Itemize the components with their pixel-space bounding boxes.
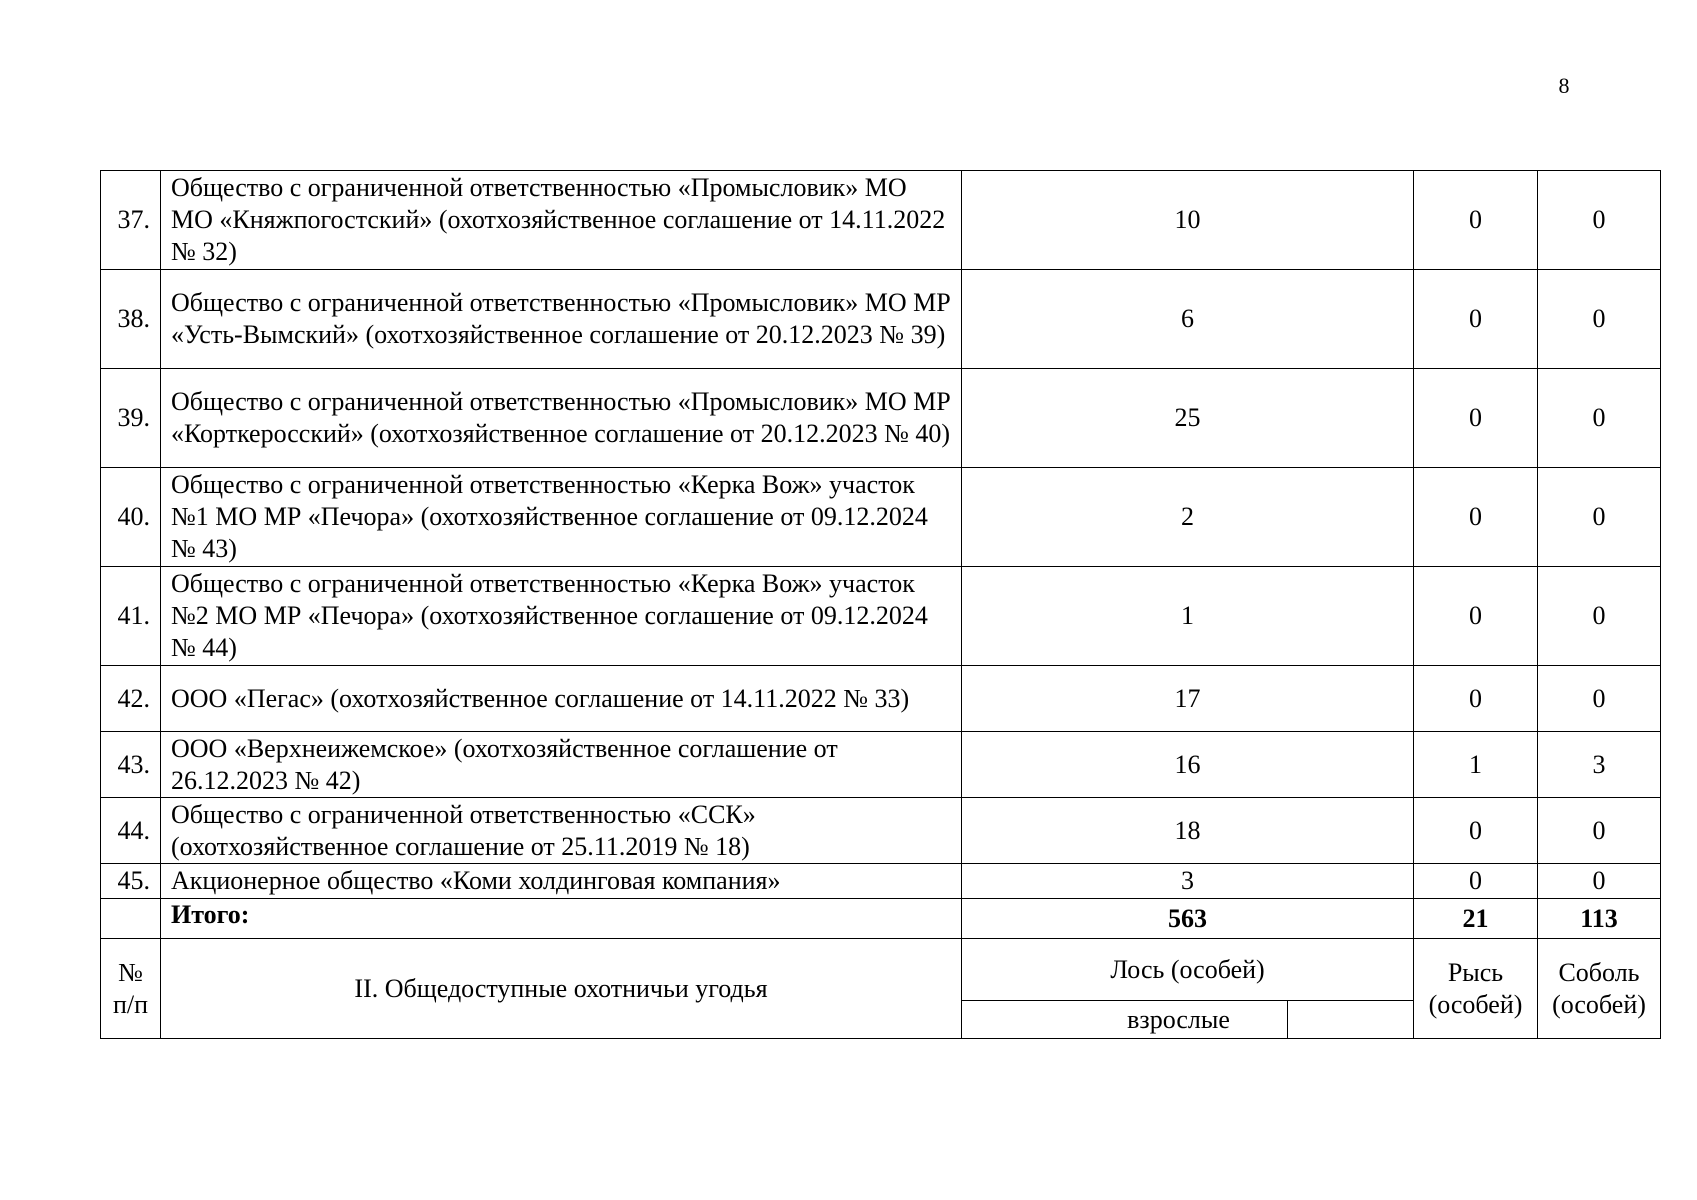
sable-value: 0	[1538, 666, 1661, 732]
row-number: 39.	[101, 369, 161, 468]
total-empty-cell	[101, 899, 161, 939]
lynx-value: 0	[1414, 666, 1538, 732]
table-row	[101, 732, 1661, 798]
moose-value: 2	[962, 468, 1414, 567]
row-description: Общество с ограниченной ответственностью «Керка Вож» участок №2 МО МР «Печора» (охотхозяйственное соглашение от 09.12.2024 № 44)	[161, 567, 962, 666]
header-sable-label: Соболь (особей)	[1538, 939, 1661, 1039]
lynx-value: 0	[1414, 567, 1538, 666]
page-number: 8	[1558, 73, 1570, 98]
row-description: ООО «Верхнеижемское» (охотхозяйственное соглашение от 26.12.2023 № 42)	[161, 732, 962, 798]
total-lynx: 21	[1414, 899, 1538, 939]
row-description: Акционерное общество «Коми холдинговая компания»	[161, 864, 962, 899]
row-description: Общество с ограниченной ответственностью «Керка Вож» участок №1 МО МР «Печора» (охотхозяйственное соглашение от 09.12.2024 № 43)	[161, 468, 962, 567]
row-number: 43.	[101, 732, 161, 798]
table-row	[101, 567, 1661, 666]
table-row	[101, 468, 1661, 567]
table-row	[101, 666, 1661, 732]
moose-value: 10	[962, 171, 1414, 270]
sable-value: 0	[1538, 567, 1661, 666]
lynx-value: 0	[1414, 270, 1538, 369]
total-label: Итого:	[161, 899, 962, 939]
total-row	[101, 899, 1661, 939]
row-description: Общество с ограниченной ответственностью «Промысловик» МО МО «Княжпогостский» (охотхозяйственное соглашение от 14.11.2022 № 32)	[161, 171, 962, 270]
table-row	[101, 369, 1661, 468]
table-row	[101, 798, 1661, 864]
row-description: Общество с ограниченной ответственностью «Промысловик» МО МР «Корткеросский» (охотхозяйственное соглашение от 20.12.2023 № 40)	[161, 369, 962, 468]
sable-value: 0	[1538, 798, 1661, 864]
section-header-row	[101, 939, 1661, 1001]
sable-value: 0	[1538, 270, 1661, 369]
row-number: 45.	[101, 864, 161, 899]
lynx-value: 0	[1414, 864, 1538, 899]
row-number: 41.	[101, 567, 161, 666]
row-description: ООО «Пегас» (охотхозяйственное соглашение от 14.11.2022 № 33)	[161, 666, 962, 732]
header-lynx-label: Рысь (особей)	[1414, 939, 1538, 1039]
lynx-value: 0	[1414, 798, 1538, 864]
quota-table	[100, 170, 1661, 1039]
table-row	[101, 270, 1661, 369]
header-moose-adult: взрослые	[1127, 1004, 1230, 1034]
moose-value: 6	[962, 270, 1414, 369]
row-number: 44.	[101, 798, 161, 864]
moose-value: 1	[962, 567, 1414, 666]
moose-value: 18	[962, 798, 1414, 864]
row-description: Общество с ограниченной ответственностью «ССК» (охотхозяйственное соглашение от 25.11.2019 № 18)	[161, 798, 962, 864]
row-number: 42.	[101, 666, 161, 732]
total-sable: 113	[1538, 899, 1661, 939]
row-number: 40.	[101, 468, 161, 567]
moose-value: 25	[962, 369, 1414, 468]
moose-value: 16	[962, 732, 1414, 798]
row-description: Общество с ограниченной ответственностью «Промысловик» МО МР «Усть-Вымский» (охотхозяйственное соглашение от 20.12.2023 № 39)	[161, 270, 962, 369]
header-moose-adult-cell	[962, 1001, 1288, 1039]
sable-value: 3	[1538, 732, 1661, 798]
lynx-value: 0	[1414, 171, 1538, 270]
header-moose-label: Лось (особей)	[962, 939, 1414, 1001]
moose-value: 17	[962, 666, 1414, 732]
header-moose-other	[1288, 1001, 1414, 1039]
sable-value: 0	[1538, 864, 1661, 899]
moose-value: 3	[962, 864, 1414, 899]
header-section-title: II. Общедоступные охотничьи угодья	[161, 939, 962, 1039]
total-moose: 563	[962, 899, 1414, 939]
lynx-value: 0	[1414, 369, 1538, 468]
table-row	[101, 864, 1661, 899]
sable-value: 0	[1538, 369, 1661, 468]
lynx-value: 0	[1414, 468, 1538, 567]
sable-value: 0	[1538, 468, 1661, 567]
header-num-label: № п/п	[101, 939, 161, 1039]
row-number: 37.	[101, 171, 161, 270]
lynx-value: 1	[1414, 732, 1538, 798]
row-number: 38.	[101, 270, 161, 369]
table-row	[101, 171, 1661, 270]
sable-value: 0	[1538, 171, 1661, 270]
